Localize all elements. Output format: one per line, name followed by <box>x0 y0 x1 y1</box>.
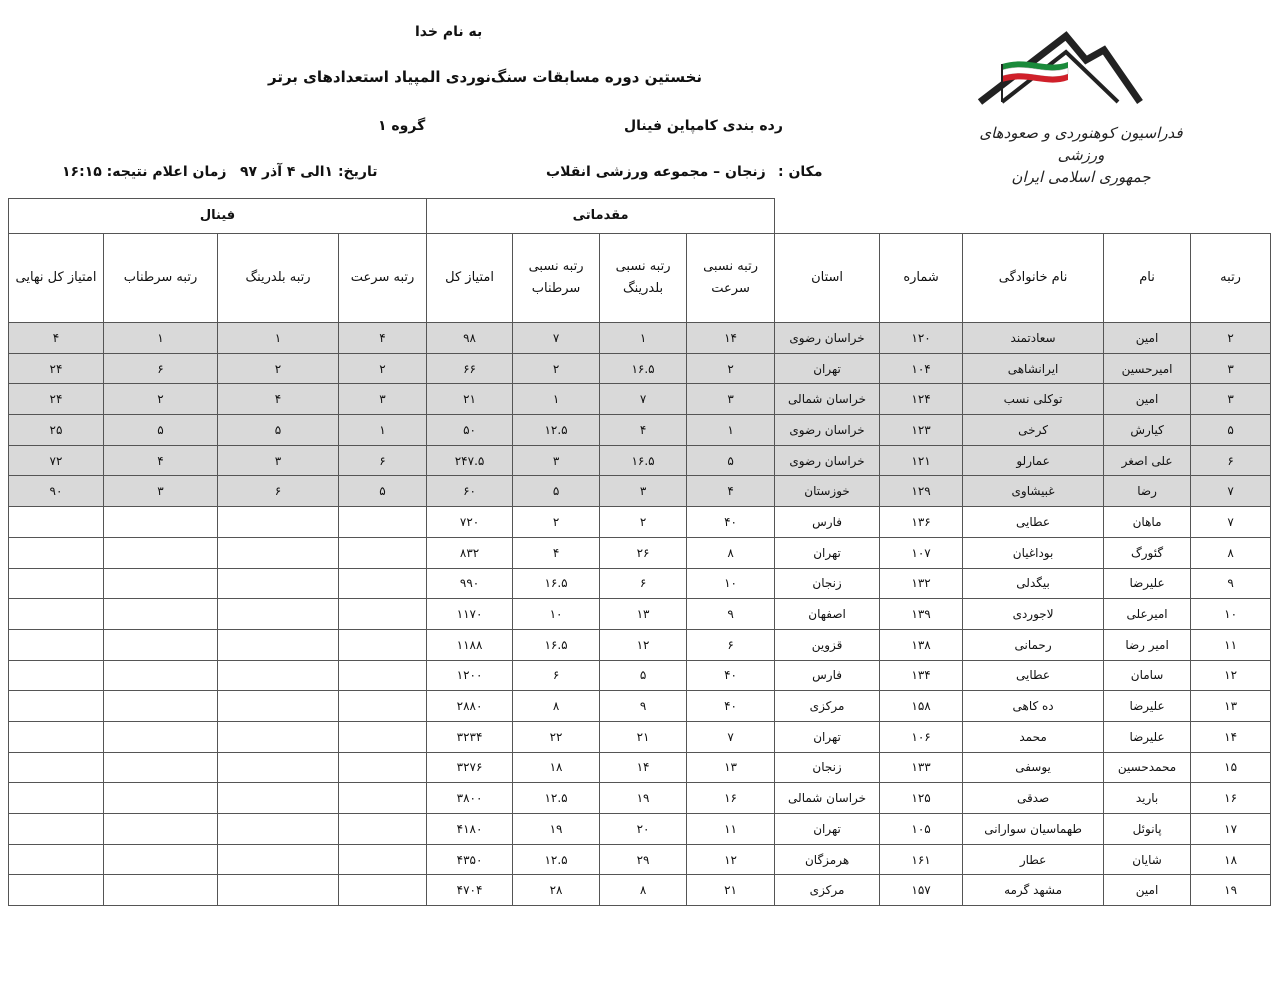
cell-final-lead: ۶ <box>104 353 218 384</box>
table-row <box>9 353 1271 384</box>
cell-final-lead <box>104 721 218 752</box>
cell-number: ۱۰۵ <box>880 814 963 845</box>
cell-prelim-speed: ۷ <box>687 721 775 752</box>
table-row <box>9 568 1271 599</box>
cell-rank: ۱۴ <box>1191 721 1271 752</box>
cell-prelim-lead: ۱۹ <box>513 814 600 845</box>
cell-final-boulder <box>218 814 339 845</box>
cell-final-speed <box>339 814 427 845</box>
cell-prelim-boulder: ۱۴ <box>600 752 687 783</box>
cell-final-speed: ۳ <box>339 384 427 415</box>
cell-prelim-total: ۹۹۰ <box>427 568 513 599</box>
cell-prelim-total: ۳۸۰۰ <box>427 783 513 814</box>
cell-prelim-total: ۲۱ <box>427 384 513 415</box>
table-row <box>9 384 1271 415</box>
cell-last-name: بوداغیان <box>963 537 1104 568</box>
cell-prelim-boulder: ۱۶.۵ <box>600 445 687 476</box>
table-row <box>9 323 1271 354</box>
cell-last-name: طهماسیان سوارانی <box>963 814 1104 845</box>
cell-first-name: امیرعلی <box>1104 599 1191 630</box>
cell-final-boulder: ۲ <box>218 353 339 384</box>
cell-rank: ۱۱ <box>1191 629 1271 660</box>
table-row <box>9 507 1271 538</box>
cell-final-lead <box>104 844 218 875</box>
cell-number: ۱۰۴ <box>880 353 963 384</box>
cell-last-name: عطایی <box>963 660 1104 691</box>
cell-province: خراسان شمالی <box>775 783 880 814</box>
federation-name <box>976 122 1186 188</box>
cell-final-lead <box>104 814 218 845</box>
cell-final-boulder <box>218 629 339 660</box>
cell-final-speed <box>339 752 427 783</box>
cell-province: زنجان <box>775 752 880 783</box>
cell-first-name: علیرضا <box>1104 721 1191 752</box>
cell-final-total: ۲۴ <box>9 384 104 415</box>
cell-rank: ۱۹ <box>1191 875 1271 906</box>
cell-number: ۱۳۹ <box>880 599 963 630</box>
cell-prelim-boulder: ۴ <box>600 415 687 446</box>
cell-final-boulder <box>218 660 339 691</box>
cell-first-name: علیرضا <box>1104 691 1191 722</box>
cell-prelim-lead: ۱۲.۵ <box>513 415 600 446</box>
cell-final-lead: ۳ <box>104 476 218 507</box>
cell-rank: ۱۲ <box>1191 660 1271 691</box>
cell-last-name: مشهد گرمه <box>963 875 1104 906</box>
col-prelim-boulder: رتبه نسبی بلدرینگ <box>600 234 687 323</box>
cell-prelim-total: ۱۱۸۸ <box>427 629 513 660</box>
cell-first-name: سامان <box>1104 660 1191 691</box>
table-row <box>9 721 1271 752</box>
cell-final-total <box>9 660 104 691</box>
cell-prelim-total: ۲۴۷.۵ <box>427 445 513 476</box>
cell-prelim-speed: ۱۰ <box>687 568 775 599</box>
cell-province: خراسان رضوی <box>775 323 880 354</box>
cell-rank: ۱۳ <box>1191 691 1271 722</box>
cell-first-name: امیرحسین <box>1104 353 1191 384</box>
cell-final-total <box>9 721 104 752</box>
cell-prelim-boulder: ۱۶.۵ <box>600 353 687 384</box>
cell-rank: ۱۷ <box>1191 814 1271 845</box>
cell-rank: ۷ <box>1191 507 1271 538</box>
result-time-label: زمان اعلام نتیجه: ۱۶:۱۵ <box>62 164 227 180</box>
cell-final-lead <box>104 629 218 660</box>
col-final-lead: رتبه سرطناب <box>104 234 218 323</box>
cell-prelim-boulder: ۲۱ <box>600 721 687 752</box>
cell-final-total <box>9 783 104 814</box>
cell-prelim-speed: ۱۴ <box>687 323 775 354</box>
ranking-title: رده بندی کامپاین فینال <box>624 118 783 134</box>
cell-province: تهران <box>775 353 880 384</box>
cell-prelim-speed: ۲۱ <box>687 875 775 906</box>
cell-final-lead <box>104 599 218 630</box>
cell-final-total <box>9 568 104 599</box>
cell-prelim-speed: ۶ <box>687 629 775 660</box>
cell-rank: ۶ <box>1191 445 1271 476</box>
cell-prelim-boulder: ۱۲ <box>600 629 687 660</box>
cell-prelim-lead: ۸ <box>513 691 600 722</box>
cell-prelim-lead: ۲۸ <box>513 875 600 906</box>
col-final-speed: رتبه سرعت <box>339 234 427 323</box>
table-row <box>9 537 1271 568</box>
cell-final-speed <box>339 507 427 538</box>
cell-rank: ۸ <box>1191 537 1271 568</box>
cell-last-name: ده کاهی <box>963 691 1104 722</box>
cell-final-total <box>9 844 104 875</box>
cell-final-boulder <box>218 537 339 568</box>
cell-prelim-speed: ۴۰ <box>687 691 775 722</box>
cell-final-speed <box>339 691 427 722</box>
cell-prelim-boulder: ۲ <box>600 507 687 538</box>
cell-last-name: لاجوردی <box>963 599 1104 630</box>
cell-final-speed: ۶ <box>339 445 427 476</box>
cell-prelim-total: ۶۶ <box>427 353 513 384</box>
cell-rank: ۱۰ <box>1191 599 1271 630</box>
cell-final-total <box>9 599 104 630</box>
cell-prelim-speed: ۳ <box>687 384 775 415</box>
final-group-header: فینال <box>9 199 427 234</box>
cell-prelim-lead: ۱ <box>513 384 600 415</box>
table-row <box>9 445 1271 476</box>
page-title: نخستین دوره مسابقات سنگ‌نوردی المپیاد استعدادهای برتر <box>268 68 703 86</box>
cell-prelim-boulder: ۲۶ <box>600 537 687 568</box>
cell-final-speed: ۱ <box>339 415 427 446</box>
cell-first-name: بارید <box>1104 783 1191 814</box>
cell-prelim-lead: ۱۸ <box>513 752 600 783</box>
cell-final-boulder <box>218 721 339 752</box>
cell-final-boulder: ۶ <box>218 476 339 507</box>
cell-last-name: کرخی <box>963 415 1104 446</box>
cell-final-boulder <box>218 844 339 875</box>
cell-prelim-total: ۱۲۰۰ <box>427 660 513 691</box>
cell-prelim-lead: ۲ <box>513 353 600 384</box>
cell-final-total <box>9 875 104 906</box>
cell-province: خوزستان <box>775 476 880 507</box>
date-label: تاریخ: ۱الی ۴ آذر ۹۷ <box>240 164 378 180</box>
cell-last-name: توکلی نسب <box>963 384 1104 415</box>
cell-final-boulder: ۳ <box>218 445 339 476</box>
cell-number: ۱۳۴ <box>880 660 963 691</box>
cell-final-lead <box>104 660 218 691</box>
cell-first-name: امین <box>1104 384 1191 415</box>
cell-prelim-boulder: ۹ <box>600 691 687 722</box>
cell-last-name: یوسفی <box>963 752 1104 783</box>
cell-final-boulder <box>218 691 339 722</box>
mountain-flag-icon <box>968 30 1188 120</box>
cell-province: مرکزی <box>775 691 880 722</box>
cell-number: ۱۲۴ <box>880 384 963 415</box>
table-row <box>9 752 1271 783</box>
cell-prelim-boulder: ۳ <box>600 476 687 507</box>
cell-final-lead: ۲ <box>104 384 218 415</box>
cell-number: ۱۲۵ <box>880 783 963 814</box>
cell-first-name: امین <box>1104 323 1191 354</box>
cell-final-speed <box>339 599 427 630</box>
cell-prelim-speed: ۴۰ <box>687 660 775 691</box>
cell-prelim-boulder: ۸ <box>600 875 687 906</box>
cell-number: ۱۳۶ <box>880 507 963 538</box>
cell-province: تهران <box>775 721 880 752</box>
cell-final-boulder <box>218 752 339 783</box>
cell-final-boulder <box>218 783 339 814</box>
cell-final-boulder <box>218 875 339 906</box>
cell-final-lead <box>104 691 218 722</box>
cell-final-lead <box>104 568 218 599</box>
col-province: استان <box>775 234 880 323</box>
cell-final-total: ۲۵ <box>9 415 104 446</box>
place-value: زنجان – مجموعه ورزشی انقلاب <box>546 164 766 180</box>
cell-prelim-total: ۳۲۳۴ <box>427 721 513 752</box>
cell-prelim-total: ۲۸۸۰ <box>427 691 513 722</box>
cell-rank: ۲ <box>1191 323 1271 354</box>
cell-first-name: علیرضا <box>1104 568 1191 599</box>
cell-final-boulder <box>218 599 339 630</box>
group-label: گروه ۱ <box>378 118 426 134</box>
cell-first-name: محمدحسین <box>1104 752 1191 783</box>
cell-number: ۱۲۹ <box>880 476 963 507</box>
cell-province: فارس <box>775 507 880 538</box>
table-row <box>9 844 1271 875</box>
cell-final-total <box>9 691 104 722</box>
cell-number: ۱۰۶ <box>880 721 963 752</box>
table-row <box>9 783 1271 814</box>
cell-province: مرکزی <box>775 875 880 906</box>
cell-province: اصفهان <box>775 599 880 630</box>
cell-final-total: ۲۴ <box>9 353 104 384</box>
col-prelim-speed: رتبه نسبی سرعت <box>687 234 775 323</box>
cell-final-boulder: ۴ <box>218 384 339 415</box>
cell-prelim-total: ۴۳۵۰ <box>427 844 513 875</box>
table-row <box>9 660 1271 691</box>
cell-province: زنجان <box>775 568 880 599</box>
cell-final-speed <box>339 783 427 814</box>
cell-number: ۱۲۰ <box>880 323 963 354</box>
cell-province: فارس <box>775 660 880 691</box>
cell-final-boulder: ۵ <box>218 415 339 446</box>
cell-rank: ۱۶ <box>1191 783 1271 814</box>
bismillah-heading: به نام خدا <box>415 24 483 40</box>
cell-final-speed <box>339 629 427 660</box>
cell-prelim-lead: ۱۲.۵ <box>513 783 600 814</box>
cell-prelim-speed: ۴ <box>687 476 775 507</box>
cell-final-boulder <box>218 507 339 538</box>
cell-first-name: شایان <box>1104 844 1191 875</box>
col-prelim-total: امتیاز کل <box>427 234 513 323</box>
cell-first-name: امیر رضا <box>1104 629 1191 660</box>
cell-rank: ۱۸ <box>1191 844 1271 875</box>
col-rank: رتبه <box>1191 234 1271 323</box>
cell-province: قزوین <box>775 629 880 660</box>
cell-last-name: عطار <box>963 844 1104 875</box>
cell-prelim-boulder: ۱۳ <box>600 599 687 630</box>
cell-first-name: گئورگ <box>1104 537 1191 568</box>
cell-prelim-boulder: ۲۹ <box>600 844 687 875</box>
cell-number: ۱۲۱ <box>880 445 963 476</box>
cell-prelim-lead: ۶ <box>513 660 600 691</box>
cell-number: ۱۵۸ <box>880 691 963 722</box>
cell-final-lead: ۵ <box>104 415 218 446</box>
cell-prelim-total: ۳۲۷۶ <box>427 752 513 783</box>
cell-final-total: ۹۰ <box>9 476 104 507</box>
cell-final-lead: ۴ <box>104 445 218 476</box>
cell-prelim-lead: ۲۲ <box>513 721 600 752</box>
cell-final-total: ۷۲ <box>9 445 104 476</box>
table-row <box>9 415 1271 446</box>
cell-first-name: ماهان <box>1104 507 1191 538</box>
cell-final-total: ۴ <box>9 323 104 354</box>
cell-final-speed: ۵ <box>339 476 427 507</box>
cell-province: تهران <box>775 537 880 568</box>
cell-prelim-lead: ۱۶.۵ <box>513 568 600 599</box>
cell-prelim-speed: ۱۱ <box>687 814 775 845</box>
cell-final-boulder: ۱ <box>218 323 339 354</box>
cell-final-boulder <box>218 568 339 599</box>
cell-rank: ۳ <box>1191 353 1271 384</box>
cell-final-total <box>9 752 104 783</box>
cell-number: ۱۳۳ <box>880 752 963 783</box>
cell-prelim-speed: ۴۰ <box>687 507 775 538</box>
cell-final-lead <box>104 537 218 568</box>
cell-first-name: امین <box>1104 875 1191 906</box>
cell-first-name: کیارش <box>1104 415 1191 446</box>
cell-rank: ۳ <box>1191 384 1271 415</box>
results-body <box>9 323 1271 906</box>
cell-final-speed <box>339 844 427 875</box>
place-label: مکان : <box>778 164 823 180</box>
table-row <box>9 814 1271 845</box>
cell-province: هرمزگان <box>775 844 880 875</box>
cell-prelim-boulder: ۶ <box>600 568 687 599</box>
cell-final-speed: ۲ <box>339 353 427 384</box>
cell-prelim-speed: ۱۲ <box>687 844 775 875</box>
cell-final-speed: ۴ <box>339 323 427 354</box>
cell-prelim-total: ۸۳۲ <box>427 537 513 568</box>
cell-prelim-boulder: ۵ <box>600 660 687 691</box>
cell-prelim-speed: ۱۳ <box>687 752 775 783</box>
cell-final-speed <box>339 875 427 906</box>
cell-last-name: رحمانی <box>963 629 1104 660</box>
cell-prelim-boulder: ۲۰ <box>600 814 687 845</box>
cell-prelim-speed: ۸ <box>687 537 775 568</box>
table-row <box>9 476 1271 507</box>
cell-last-name: صدقی <box>963 783 1104 814</box>
cell-province: تهران <box>775 814 880 845</box>
cell-final-lead: ۱ <box>104 323 218 354</box>
col-number: شماره <box>880 234 963 323</box>
cell-prelim-lead: ۴ <box>513 537 600 568</box>
col-final-total: امتیاز کل نهایی <box>9 234 104 323</box>
cell-prelim-total: ۷۲۰ <box>427 507 513 538</box>
cell-last-name: سعادتمند <box>963 323 1104 354</box>
cell-final-lead <box>104 752 218 783</box>
table-row <box>9 599 1271 630</box>
cell-final-speed <box>339 721 427 752</box>
cell-number: ۱۶۱ <box>880 844 963 875</box>
cell-province: خراسان رضوی <box>775 415 880 446</box>
cell-prelim-lead: ۷ <box>513 323 600 354</box>
cell-first-name: رضا <box>1104 476 1191 507</box>
cell-final-total <box>9 537 104 568</box>
cell-final-lead <box>104 507 218 538</box>
cell-prelim-lead: ۳ <box>513 445 600 476</box>
cell-prelim-total: ۴۷۰۴ <box>427 875 513 906</box>
cell-province: خراسان شمالی <box>775 384 880 415</box>
cell-prelim-speed: ۱۶ <box>687 783 775 814</box>
table-row <box>9 875 1271 906</box>
cell-prelim-total: ۶۰ <box>427 476 513 507</box>
cell-last-name: غبیشاوی <box>963 476 1104 507</box>
table-row <box>9 691 1271 722</box>
cell-last-name: عطایی <box>963 507 1104 538</box>
col-final-boulder: رتبه بلدرینگ <box>218 234 339 323</box>
cell-final-lead <box>104 875 218 906</box>
cell-last-name: بیگدلی <box>963 568 1104 599</box>
cell-prelim-speed: ۱ <box>687 415 775 446</box>
header-spacer <box>775 199 1271 234</box>
cell-final-speed <box>339 537 427 568</box>
col-first-name: نام <box>1104 234 1191 323</box>
cell-last-name: عمارلو <box>963 445 1104 476</box>
cell-rank: ۷ <box>1191 476 1271 507</box>
cell-prelim-lead: ۱۲.۵ <box>513 844 600 875</box>
cell-first-name: پانوئل <box>1104 814 1191 845</box>
cell-final-speed <box>339 660 427 691</box>
cell-rank: ۵ <box>1191 415 1271 446</box>
prelim-group-header: مقدماتی <box>427 199 775 234</box>
cell-prelim-lead: ۲ <box>513 507 600 538</box>
col-prelim-lead: رتبه نسبی سرطناب <box>513 234 600 323</box>
results-table <box>8 198 1271 906</box>
cell-province: خراسان رضوی <box>775 445 880 476</box>
cell-last-name: محمد <box>963 721 1104 752</box>
cell-final-lead <box>104 783 218 814</box>
cell-prelim-total: ۹۸ <box>427 323 513 354</box>
cell-rank: ۹ <box>1191 568 1271 599</box>
cell-number: ۱۳۸ <box>880 629 963 660</box>
cell-number: ۱۵۷ <box>880 875 963 906</box>
cell-prelim-speed: ۹ <box>687 599 775 630</box>
cell-prelim-lead: ۱۶.۵ <box>513 629 600 660</box>
col-last-name: نام خانوادگی <box>963 234 1104 323</box>
cell-first-name: علی اصغر <box>1104 445 1191 476</box>
cell-prelim-total: ۱۱۷۰ <box>427 599 513 630</box>
cell-number: ۱۲۳ <box>880 415 963 446</box>
cell-final-total <box>9 629 104 660</box>
cell-prelim-boulder: ۷ <box>600 384 687 415</box>
cell-last-name: ایرانشاهی <box>963 353 1104 384</box>
cell-final-speed <box>339 568 427 599</box>
cell-prelim-speed: ۵ <box>687 445 775 476</box>
cell-final-total <box>9 814 104 845</box>
cell-prelim-speed: ۲ <box>687 353 775 384</box>
cell-final-total <box>9 507 104 538</box>
cell-prelim-boulder: ۱ <box>600 323 687 354</box>
federation-name-line2: جمهوری اسلامی ایران <box>1011 168 1151 186</box>
cell-rank: ۱۵ <box>1191 752 1271 783</box>
cell-prelim-lead: ۵ <box>513 476 600 507</box>
cell-prelim-boulder: ۱۹ <box>600 783 687 814</box>
cell-number: ۱۳۲ <box>880 568 963 599</box>
cell-prelim-lead: ۱۰ <box>513 599 600 630</box>
cell-prelim-total: ۵۰ <box>427 415 513 446</box>
cell-number: ۱۰۷ <box>880 537 963 568</box>
table-row <box>9 629 1271 660</box>
federation-name-line1: فدراسیون کوهنوردی و صعودهای ورزشی <box>979 124 1183 164</box>
cell-prelim-total: ۴۱۸۰ <box>427 814 513 845</box>
